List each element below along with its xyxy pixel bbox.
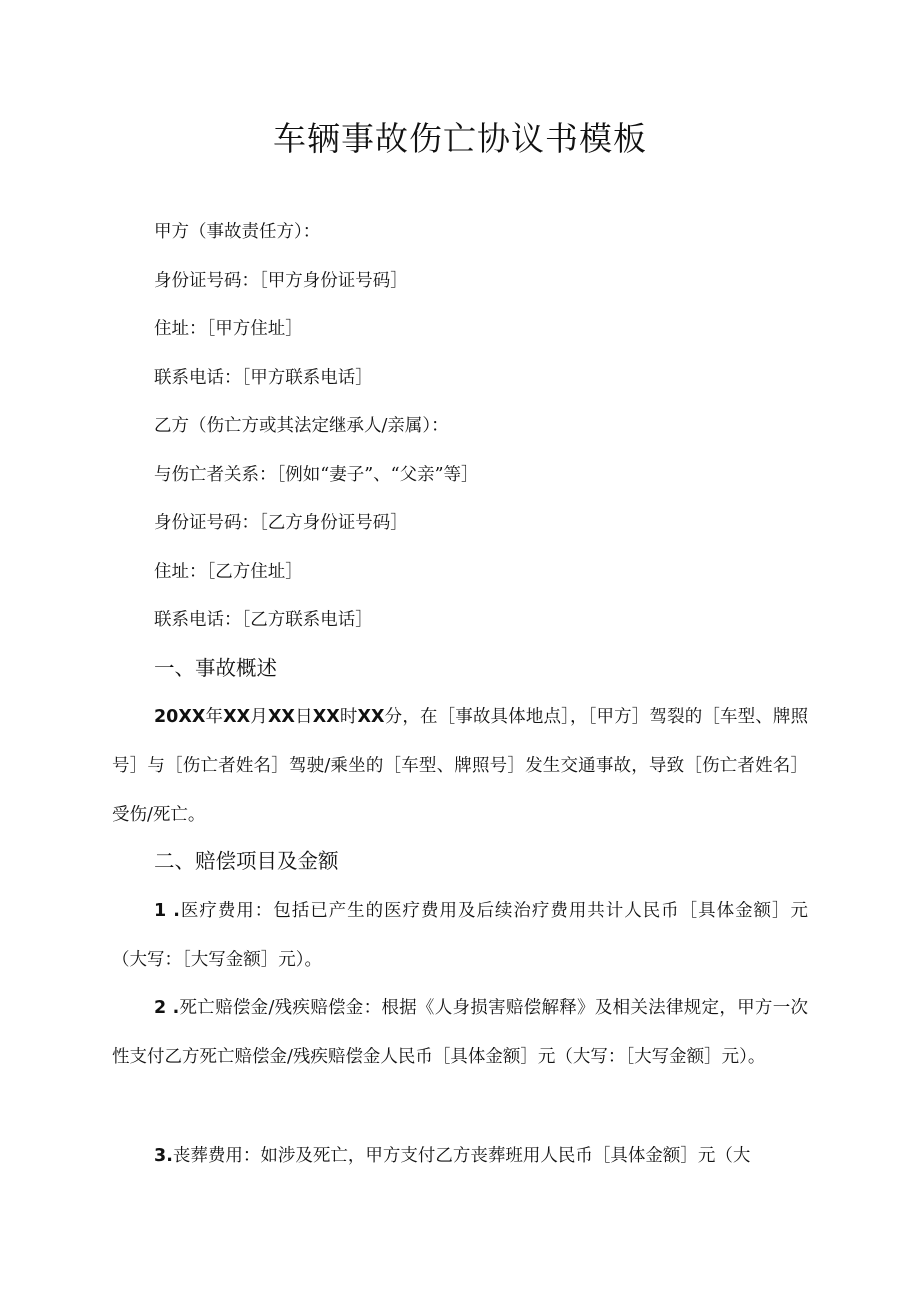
- party-a-address: 住址：［甲方住址］: [154, 319, 303, 339]
- section2-item-2: [112, 984, 808, 1082]
- item-separator: .: [166, 1146, 173, 1166]
- section1-paragraph: [112, 693, 808, 840]
- section1-body: ，在［事故具体地点］，［甲方］驾裂的［车型、牌照号］与［伤亡者姓名］驾驶/乘坐的［车型、牌照号］发生交通事故，导致［伤亡者姓名］受伤/死亡。: [112, 707, 809, 825]
- date-year: 20XX: [154, 707, 206, 727]
- item-number: 3: [154, 1146, 167, 1166]
- date-hour: XX: [312, 707, 340, 727]
- date-minute: XX: [357, 707, 385, 727]
- item-number: 1: [154, 901, 167, 921]
- section2-item-3: [112, 1132, 808, 1181]
- date-minute-unit: 分: [384, 707, 403, 727]
- party-b-label: 乙方（伤亡方或其法定继承人/亲属）：: [154, 416, 449, 436]
- date-month-unit: 月: [250, 707, 268, 727]
- party-b-address: 住址：［乙方住址］: [154, 562, 303, 582]
- item-text: 死亡赔偿金/残疾赔偿金：根据《人身损害赔偿解释》及相关法律规定，甲方一次性支付乙方死亡赔偿金/残疾赔偿金人民币［具体金额］元（大写：［大写金额］元）。: [112, 998, 808, 1067]
- date-year-unit: 年: [205, 707, 224, 727]
- item-separator: .: [166, 998, 180, 1018]
- party-a-id-number: 身份证号码：［甲方身份证号码］: [154, 271, 408, 291]
- section2-item-1: [112, 887, 808, 985]
- document-title: 车辆事故伤亡协议书模板: [273, 119, 647, 158]
- item-number: 2: [154, 998, 167, 1018]
- item-text: 丧葬费用：如涉及死亡，甲方支付乙方丧葬班用人民币［具体金额］元（大: [172, 1146, 751, 1166]
- party-a-phone: 联系电话：［甲方联系电话］: [154, 368, 373, 388]
- section1-heading: 一、事故概述: [154, 656, 277, 680]
- item-separator: .: [166, 901, 180, 921]
- date-hour-unit: 时: [339, 707, 358, 727]
- party-a-label: 甲方（事故责任方）：: [154, 222, 321, 242]
- item-text: 医疗费用：包括已产生的医疗费用及后续治疗费用共计人民币［具体金额］元（大写：［大写金额］元）。: [112, 901, 808, 970]
- party-b-relationship: 与伤亡者关系：［例如“妻子”、“父亲”等］: [154, 465, 479, 485]
- section2-heading: 二、赔偿项目及金额: [154, 849, 339, 873]
- date-month: XX: [223, 707, 251, 727]
- party-b-id-number: 身份证号码：［乙方身份证号码］: [154, 513, 408, 533]
- party-b-phone: 联系电话：［乙方联系电话］: [154, 610, 373, 630]
- date-day: XX: [267, 707, 295, 727]
- date-day-unit: 日: [294, 707, 313, 727]
